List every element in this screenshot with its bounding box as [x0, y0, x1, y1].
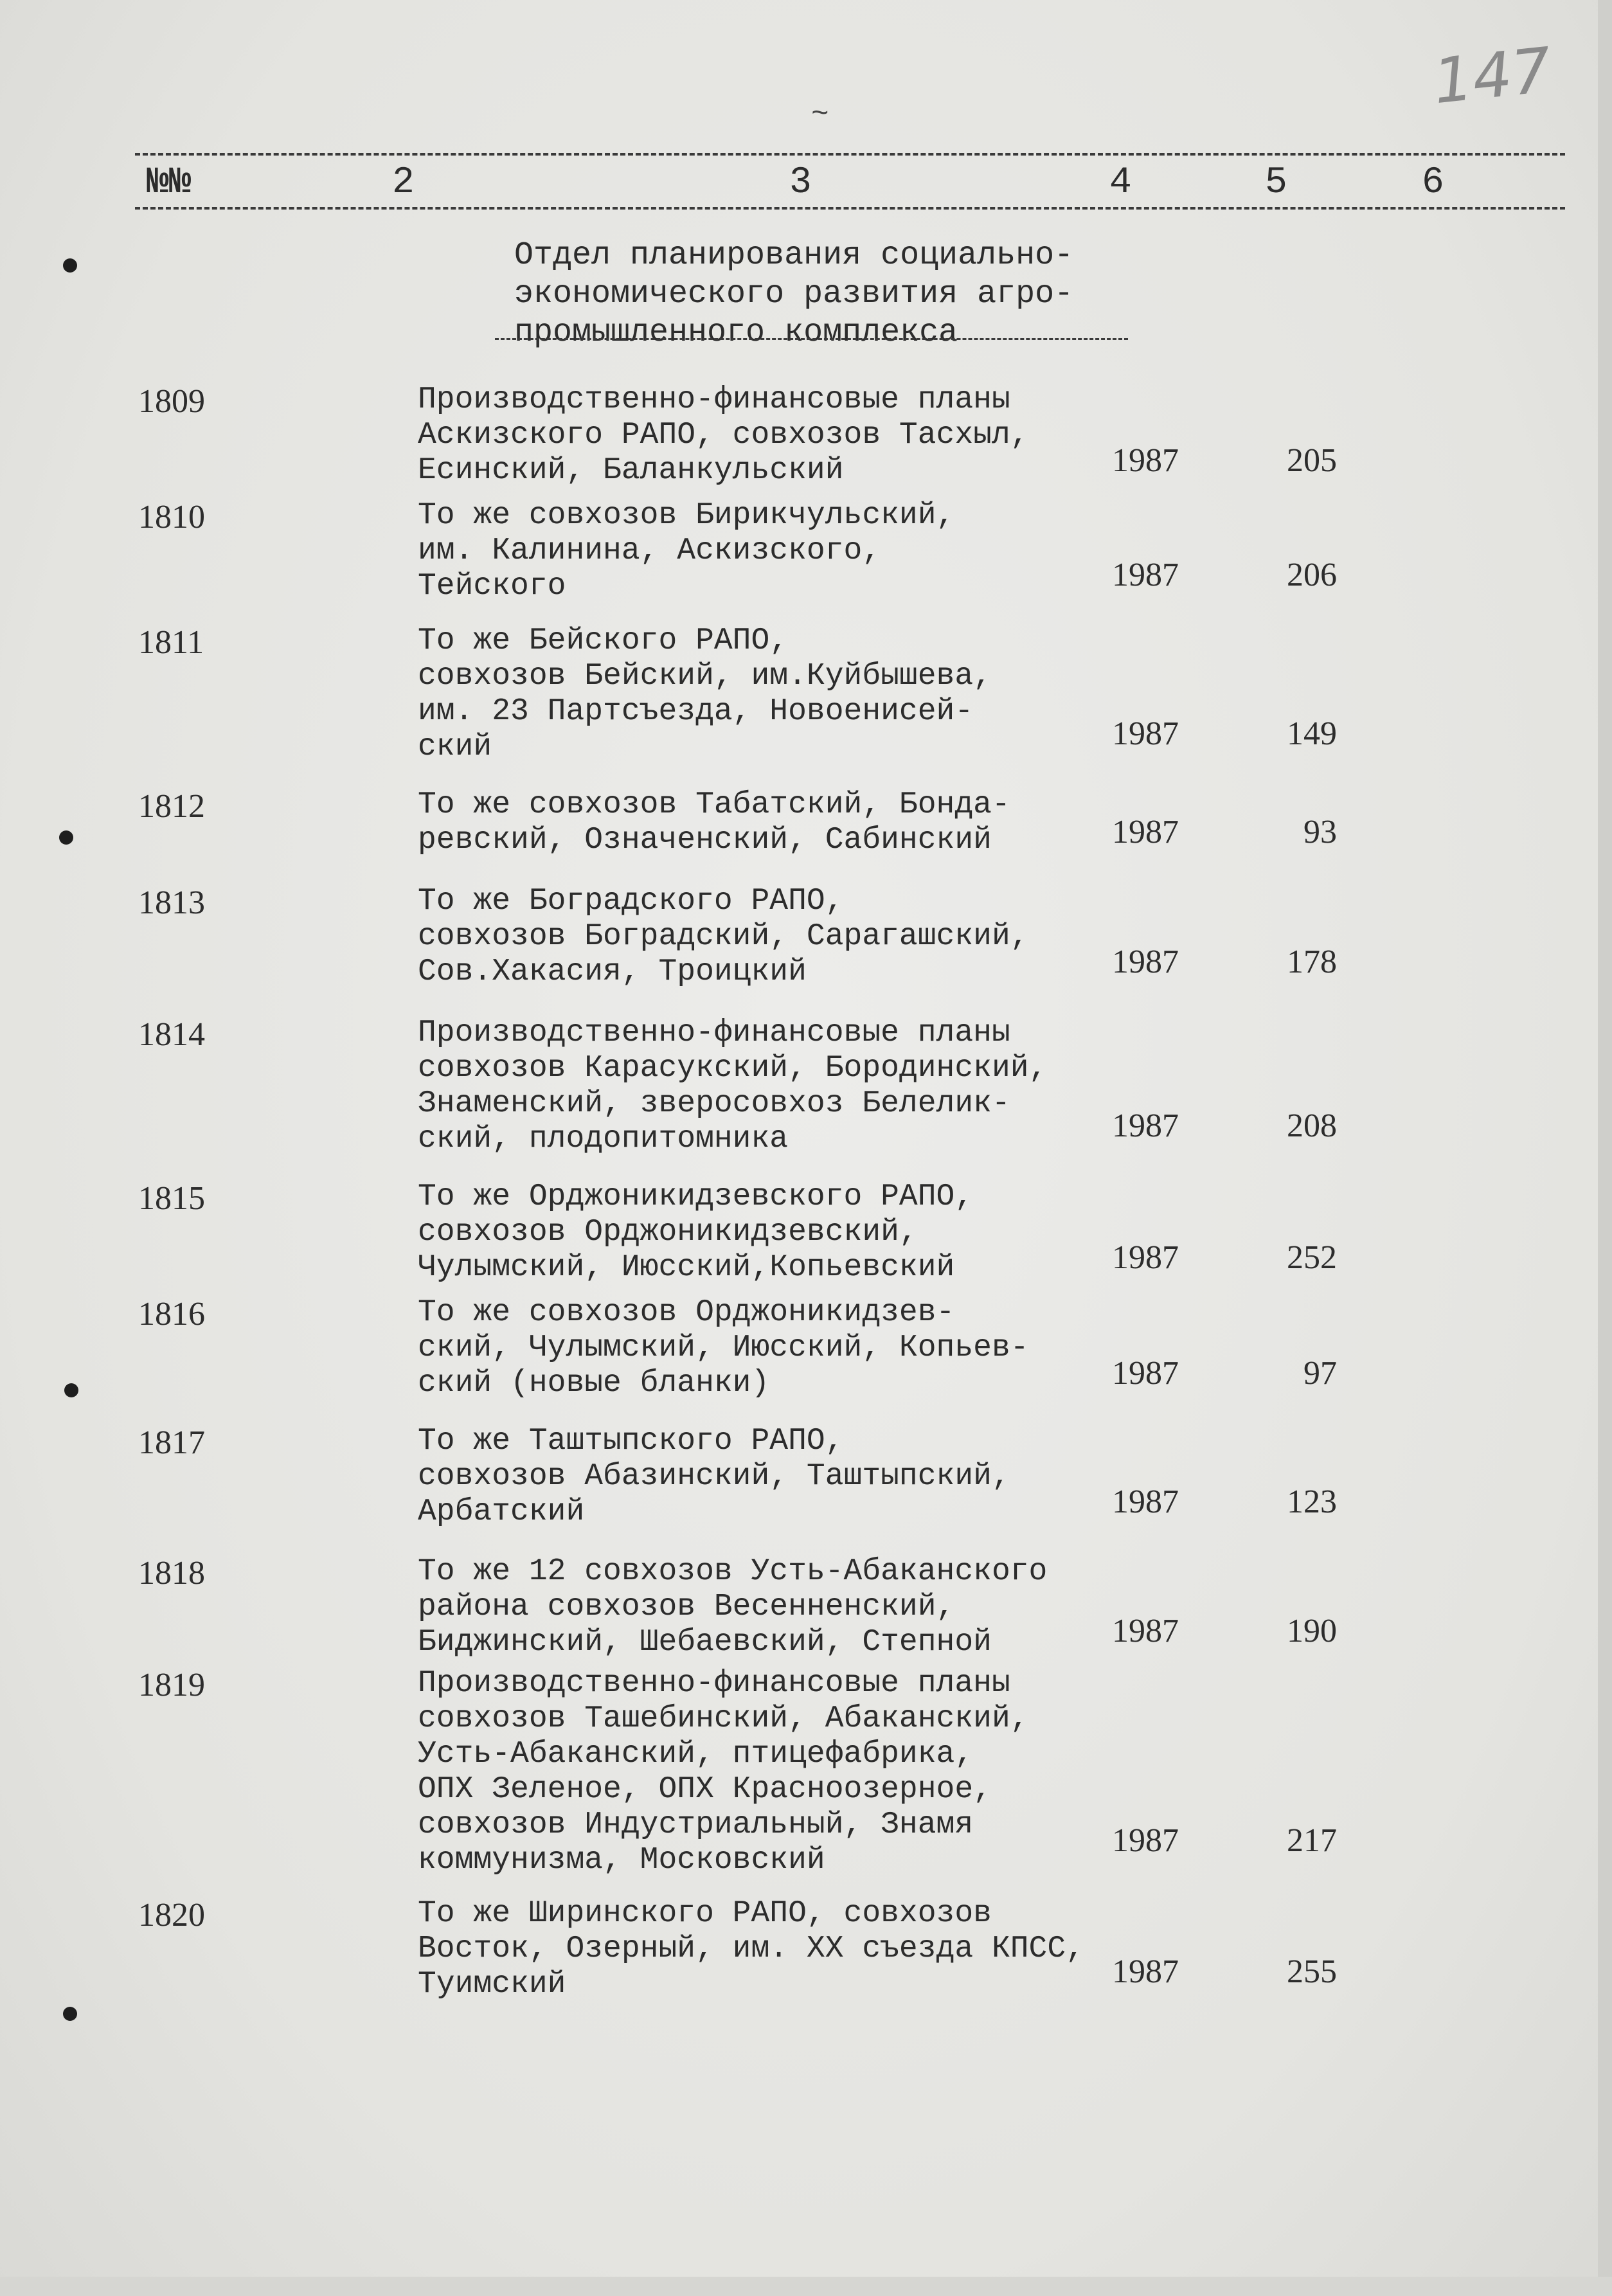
record-year: 1987	[1112, 1484, 1179, 1520]
header-rule-bottom	[135, 207, 1565, 210]
record-number: 1816	[138, 1296, 205, 1332]
record-description: То же Орджоникидзевского РАПО, совхозов Орджоникидзевский, Чулымский, Июсский,Копьевский	[418, 1179, 974, 1285]
record-year: 1987	[1112, 944, 1179, 980]
header-col-2: 2	[392, 162, 415, 204]
record-description: То же 12 совхозов Усть-Абаканского района совхозов Весенненский, Биджинский, Шебаевский, Степной	[418, 1554, 1048, 1660]
record-number: 1809	[138, 383, 205, 420]
record-number: 1818	[138, 1555, 205, 1592]
binder-hole	[63, 258, 77, 273]
binder-hole	[63, 2007, 77, 2021]
record-description: Производственно-финансовые планы совхозов Ташебинский, Абаканский, Усть-Абаканский, птицефабрика, ОПХ Зеленое, ОПХ Красноозерное, совхозов Индустриальный, Знамя коммунизма, Московский	[418, 1666, 1029, 1878]
top-mark: ~	[811, 98, 829, 131]
record-sheets: 190	[1287, 1613, 1337, 1649]
record-number: 1814	[138, 1016, 205, 1053]
record-sheets: 123	[1287, 1484, 1337, 1520]
record-description: Производственно-финансовые планы Аскизского РАПО, совхозов Тасхыл, Есинский, Баланкульский	[418, 382, 1029, 488]
record-description: То же совхозов Орджоникидзев- ский, Чулымский, Июсский, Копьев- ский (новые бланки)	[418, 1295, 1029, 1401]
binder-hole	[59, 830, 73, 845]
record-number: 1810	[138, 499, 205, 535]
header-col-4: 4	[1109, 162, 1132, 204]
record-year: 1987	[1112, 814, 1179, 850]
header-col-3: 3	[789, 162, 812, 204]
record-year: 1987	[1112, 1613, 1179, 1649]
record-description: То же Боградского РАПО, совхозов Боградский, Сарагашский, Сов.Хакасия, Троицкий	[418, 884, 1029, 989]
record-description: То же Ширинского РАПО, совхозов Восток, Озерный, им. XX съезда КПСС, Туимский	[418, 1896, 1084, 2002]
record-number: 1820	[138, 1897, 205, 1933]
record-description: То же совхозов Бирикчульский, им. Калинина, Аскизского, Тейского	[418, 498, 955, 604]
record-sheets: 93	[1303, 814, 1337, 850]
record-year: 1987	[1112, 1953, 1179, 1990]
record-year: 1987	[1112, 557, 1179, 593]
record-sheets: 149	[1287, 715, 1337, 752]
page-edge-right	[1598, 0, 1612, 2296]
record-year: 1987	[1112, 1239, 1179, 1276]
record-number: 1811	[138, 624, 204, 661]
record-year: 1987	[1112, 1822, 1179, 1859]
record-sheets: 208	[1287, 1108, 1337, 1144]
record-number: 1815	[138, 1180, 205, 1217]
folio-number: 147	[1429, 33, 1555, 118]
record-year: 1987	[1112, 442, 1179, 479]
header-col-5: 5	[1265, 162, 1287, 204]
record-sheets: 217	[1287, 1822, 1337, 1859]
section-title: Отдел планирования социально- экономического развития агро- промышленного комплекса	[514, 237, 1074, 351]
record-year: 1987	[1112, 1108, 1179, 1144]
record-sheets: 205	[1287, 442, 1337, 479]
record-description: То же совхозов Табатский, Бонда- ревский, Означенский, Сабинский	[418, 787, 1010, 857]
record-sheets: 255	[1287, 1953, 1337, 1990]
record-number: 1819	[138, 1667, 205, 1703]
record-number: 1813	[138, 884, 205, 921]
section-underline	[495, 338, 1128, 340]
header-col-6: 6	[1422, 162, 1444, 204]
record-number: 1817	[138, 1424, 205, 1461]
record-sheets: 252	[1287, 1239, 1337, 1276]
record-year: 1987	[1112, 715, 1179, 752]
record-sheets: 97	[1303, 1355, 1337, 1392]
record-sheets: 206	[1287, 557, 1337, 593]
header-rule-top	[135, 153, 1565, 156]
record-description: То же Бейского РАПО, совхозов Бейский, им.Куйбышева, им. 23 Партсъезда, Новоенисей- ский	[418, 623, 992, 764]
record-number: 1812	[138, 788, 205, 825]
record-year: 1987	[1112, 1355, 1179, 1392]
binder-hole	[64, 1383, 78, 1397]
record-sheets: 178	[1287, 944, 1337, 980]
record-description: То же Таштыпского РАПО, совхозов Абазинский, Таштыпский, Арбатский	[418, 1424, 1010, 1529]
header-col-1: №№	[147, 162, 192, 204]
page-edge-bottom	[0, 2277, 1612, 2296]
record-description: Производственно-финансовые планы совхозов Карасукский, Бородинский, Знаменский, зверосовхоз Белелик- ский, плодопитомника	[418, 1016, 1048, 1156]
